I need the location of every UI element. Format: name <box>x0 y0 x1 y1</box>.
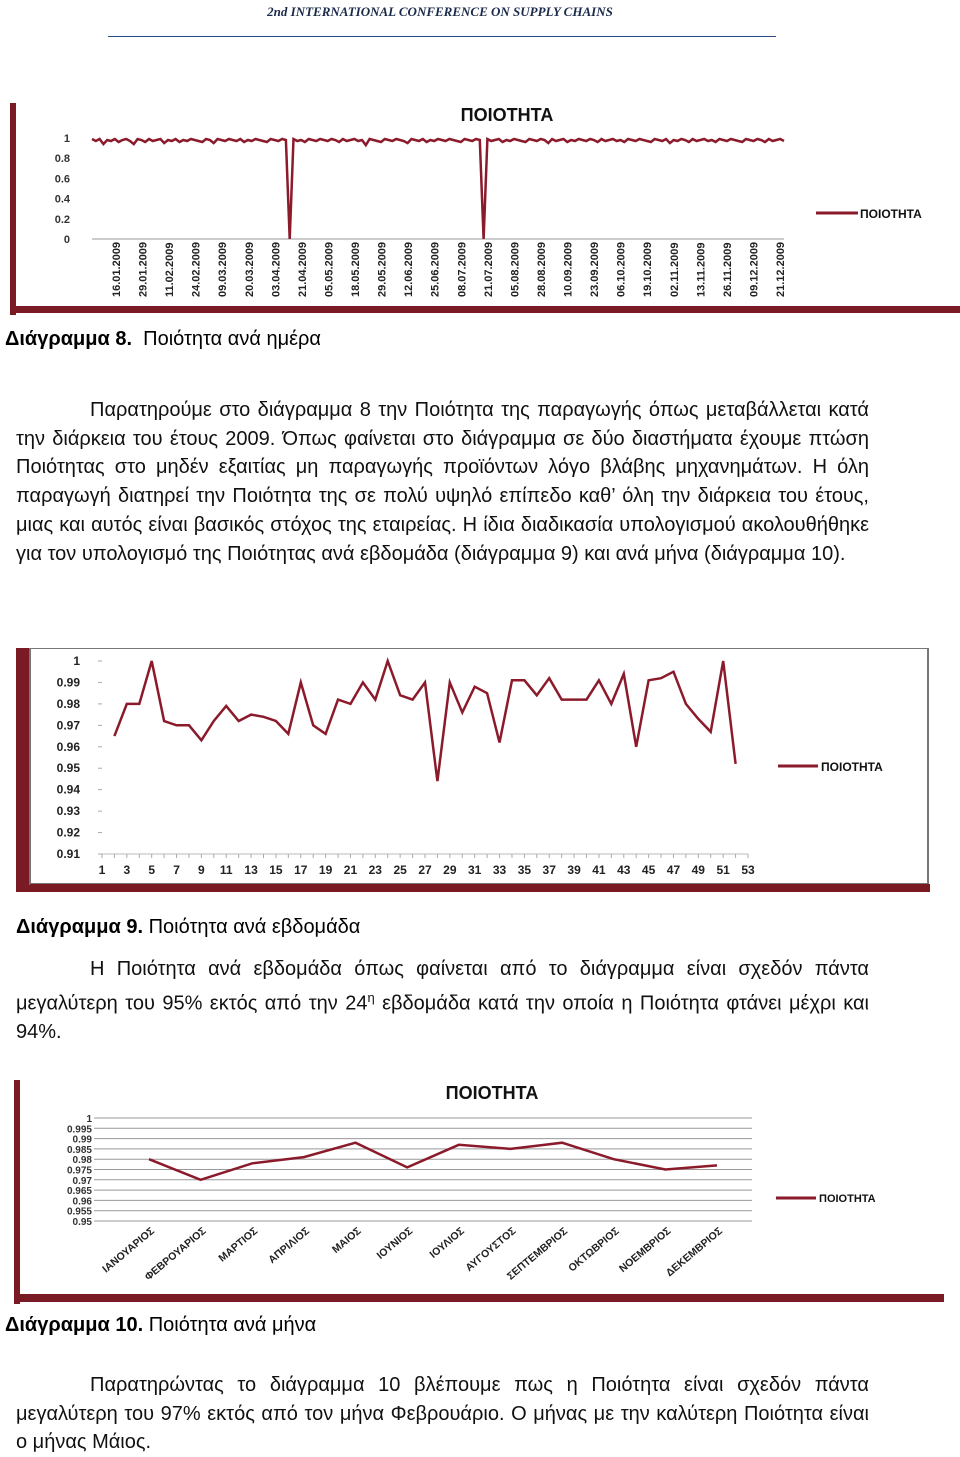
x-tick-label: 25 <box>393 863 407 877</box>
x-tick-label: 43 <box>617 863 631 877</box>
y-tick-label: 0.985 <box>66 1144 92 1156</box>
x-tick-label: 02.11.2009 <box>668 242 681 297</box>
chart-frame-left <box>16 648 30 892</box>
paragraph-2 <box>16 955 869 1047</box>
y-tick-label: 0.4 <box>54 193 70 206</box>
legend-label: ΠΟΙΟΤΗΤΑ <box>860 207 922 221</box>
y-tick-label: 0.93 <box>56 804 80 819</box>
daily-quality-line <box>92 139 784 239</box>
x-tick-label: 35 <box>517 863 532 877</box>
y-tick-label: 0.965 <box>66 1186 92 1198</box>
x-tick-label: 21.07.2009 <box>482 241 495 297</box>
x-tick-label: 9 <box>198 863 205 877</box>
weekly-quality-chart <box>16 648 930 892</box>
x-tick-label: 51 <box>716 863 730 877</box>
x-tick-label: 13.11.2009 <box>695 242 708 297</box>
figure-8-label: Διάγραμμα 8. <box>5 328 133 350</box>
x-tick-label: 5 <box>148 863 156 877</box>
y-tick-label: 0.96 <box>72 1196 92 1208</box>
y-tick-label: 0.95 <box>72 1217 92 1228</box>
x-tick-label: 20.03.2009 <box>243 241 256 297</box>
y-tick-label: 0.92 <box>56 825 80 840</box>
figure-9-caption <box>16 916 360 939</box>
x-tick-label: 47 <box>666 863 681 877</box>
x-category-label: ΑΠΡΙΛΙΟΣ <box>266 1225 312 1267</box>
y-tick-label: 0.995 <box>66 1124 92 1136</box>
figure-10-label: Διάγραμμα 10. <box>5 1314 144 1336</box>
paragraph-2-text-b: εβδομάδα κατά την οποία η Ποιότητα φτάνει μέχρι και 94%. <box>16 992 869 1044</box>
x-tick-label: 39 <box>567 863 581 877</box>
y-tick-label: 0.91 <box>56 847 80 861</box>
x-category-label: ΟΚΤΩΒΡΙΟΣ <box>566 1225 622 1275</box>
x-tick-label: 16.01.2009 <box>111 241 123 297</box>
x-tick-label: 41 <box>592 863 606 877</box>
y-tick-label: 0.8 <box>54 153 70 166</box>
figure-8-text: Ποιότητα ανά ημέρα <box>143 328 321 350</box>
paragraph-1-text: Παρατηρούμε στο διάγραμμα 8 την Ποιότητα της παραγωγής όπως μεταβάλλεται κατά την διάρκεια του έτους 2009. Όπως φαίνεται στο διάγραμμα σε δύο διαστήματα έχουμε πτώση Ποιότητας στο μηδέν εξαιτίας μη παραγωγής προϊόντων λόγο βλάβης μηχανημάτων. Η όλη παραγωγή διατηρεί την Ποιότητα της σε πολύ υψηλό επίπεδο καθ’ όλη την διάρκεια του έτους, μιας και αυτός είναι βασικός στόχος της εταιρείας. Η ίδια διαδικασία υπολογισμού ακολουθήθηκε για τον υπολογισμό της Ποιότητας ανά εβδομάδα (διάγραμμα 9) και ανά μήνα (διάγραμμα 10). <box>16 399 869 565</box>
x-tick-label: 26.11.2009 <box>721 242 734 297</box>
chart-frame-bottom <box>16 306 960 313</box>
y-tick-label: 0.6 <box>54 173 70 186</box>
x-tick-label: 29.05.2009 <box>376 241 389 297</box>
figure-9-text: Ποιότητα ανά εβδομάδα <box>148 916 361 938</box>
x-tick-label: 19 <box>318 863 333 877</box>
x-tick-label: 19.10.2009 <box>642 241 655 297</box>
x-tick-label: 49 <box>691 863 705 877</box>
x-tick-label: 09.03.2009 <box>217 241 230 297</box>
x-tick-label: 28.08.2009 <box>535 241 548 297</box>
x-category-label: ΔΕΚΕΜΒΡΙΟΣ <box>663 1225 725 1280</box>
paragraph-3-text: Παρατηρώντας το διάγραμμα 10 βλέπουμε πως η Ποιότητα είναι σχεδόν πάντα μεγαλύτερη του 97% εκτός από τον μήνα Φεβρουάριο. Ο μήνας με την καλύτερη Ποιότητα είναι ο μήνας Μάιος. <box>16 1374 869 1454</box>
x-category-label: ΑΥΓΟΥΣΤΟΣ <box>463 1225 519 1275</box>
x-tick-label: 37 <box>542 863 556 877</box>
x-tick-label: 09.12.2009 <box>748 241 761 297</box>
figure-10-caption <box>5 1314 316 1337</box>
x-category-label: ΙΑΝΟΥΑΡΙΟΣ <box>100 1225 157 1276</box>
x-tick-label: 29.01.2009 <box>137 241 150 297</box>
chart-frame-bottom <box>30 884 930 892</box>
x-tick-label: 45 <box>641 863 656 877</box>
x-tick-label: 53 <box>741 863 755 877</box>
header-rule <box>108 36 776 37</box>
x-tick-label: 15 <box>269 863 283 877</box>
legend-label: ΠΟΙΟΤΗΤΑ <box>821 760 883 774</box>
x-tick-label: 3 <box>123 863 131 877</box>
x-category-label: ΦΕΒΡΟΥΑΡΙΟΣ <box>142 1225 209 1284</box>
x-tick-label: 11 <box>219 863 233 877</box>
x-category-label: ΣΕΠΤΕΜΒΡΙΟΣ <box>504 1225 571 1283</box>
x-category-label: ΜΑΡΤΙΟΣ <box>216 1225 261 1265</box>
x-tick-label: 06.10.2009 <box>615 241 628 297</box>
x-tick-label: 33 <box>492 863 507 877</box>
x-tick-label: 21.04.2009 <box>296 241 309 297</box>
monthly-quality-line <box>149 1143 717 1180</box>
chart-frame-left <box>10 103 16 315</box>
y-tick-label: 1 <box>73 654 80 668</box>
y-tick-label: 0.955 <box>66 1206 92 1218</box>
x-tick-label: 23 <box>368 863 382 877</box>
y-tick-label: 0 <box>63 234 70 246</box>
paragraph-3 <box>16 1371 869 1457</box>
x-tick-label: 17 <box>294 863 308 877</box>
x-tick-label: 29 <box>443 863 457 877</box>
y-tick-label: 0.2 <box>54 213 70 226</box>
y-tick-label: 1 <box>63 133 70 145</box>
y-tick-label: 0.98 <box>72 1155 92 1167</box>
chart-frame-bottom <box>20 1294 944 1302</box>
x-tick-label: 03.04.2009 <box>270 241 283 297</box>
x-tick-label: 25.06.2009 <box>429 241 442 297</box>
x-category-label: ΙΟΥΛΙΟΣ <box>427 1225 467 1261</box>
y-tick-label: 0.96 <box>56 739 80 754</box>
y-tick-label: 0.95 <box>56 761 80 776</box>
x-tick-label: 10.09.2009 <box>562 241 575 297</box>
y-tick-label: 0.94 <box>56 782 80 797</box>
x-tick-label: 08.07.2009 <box>456 241 469 297</box>
figure-10-text: Ποιότητα ανά μήνα <box>148 1314 317 1336</box>
x-tick-label: 13 <box>244 863 258 877</box>
paragraph-2-sup: η <box>367 989 375 1005</box>
x-tick-label: 18.05.2009 <box>350 241 363 297</box>
chart-title: ΠΟΙΟΤΗΤΑ <box>445 1083 539 1103</box>
x-tick-label: 11.02.2009 <box>164 242 177 297</box>
y-tick-label: 0.99 <box>56 675 80 690</box>
y-tick-label: 0.97 <box>72 1175 92 1187</box>
y-tick-label: 0.99 <box>72 1134 92 1146</box>
x-tick-label: 21.12.2009 <box>775 241 787 297</box>
chart-frame-left <box>14 1080 20 1304</box>
x-tick-label: 31 <box>468 863 482 877</box>
figure-8-caption <box>5 328 321 351</box>
y-tick-label: 0.97 <box>56 718 80 733</box>
x-tick-label: 24.02.2009 <box>190 241 203 297</box>
legend-label: ΠΟΙΟΤΗΤΑ <box>819 1193 876 1205</box>
monthly-quality-chart <box>14 1080 944 1304</box>
x-category-label: ΜΑΙΟΣ <box>329 1225 364 1256</box>
figure-9-label: Διάγραμμα 9. <box>16 916 144 938</box>
x-tick-label: 12.06.2009 <box>403 241 416 297</box>
x-tick-label: 21 <box>343 863 358 877</box>
x-tick-label: 05.05.2009 <box>323 241 336 297</box>
x-tick-label: 05.08.2009 <box>509 241 522 297</box>
y-tick-label: 0.975 <box>66 1165 92 1177</box>
daily-quality-chart <box>10 103 960 315</box>
x-tick-label: 27 <box>418 863 432 877</box>
x-tick-label: 7 <box>173 863 180 877</box>
y-tick-label: 1 <box>86 1114 92 1125</box>
x-category-label: ΝΟΕΜΒΡΙΟΣ <box>616 1225 674 1276</box>
y-tick-label: 0.98 <box>56 696 80 711</box>
conference-header: 2nd INTERNATIONAL CONFERENCE ON SUPPLY CHAINS <box>267 4 613 19</box>
paragraph-2-text-a: Η Ποιότητα ανά εβδομάδα όπως φαίνεται από το διάγραμμα είναι σχεδόν πάντα μεγαλύτερη του 95% εκτός από την 24 <box>16 958 869 1015</box>
x-tick-label: 1 <box>98 863 106 877</box>
chart-title: ΠΟΙΟΤΗΤΑ <box>460 105 554 125</box>
x-tick-label: 23.09.2009 <box>589 241 602 297</box>
paragraph-1 <box>16 396 869 568</box>
x-category-label: ΙΟΥΝΙΟΣ <box>374 1225 416 1262</box>
